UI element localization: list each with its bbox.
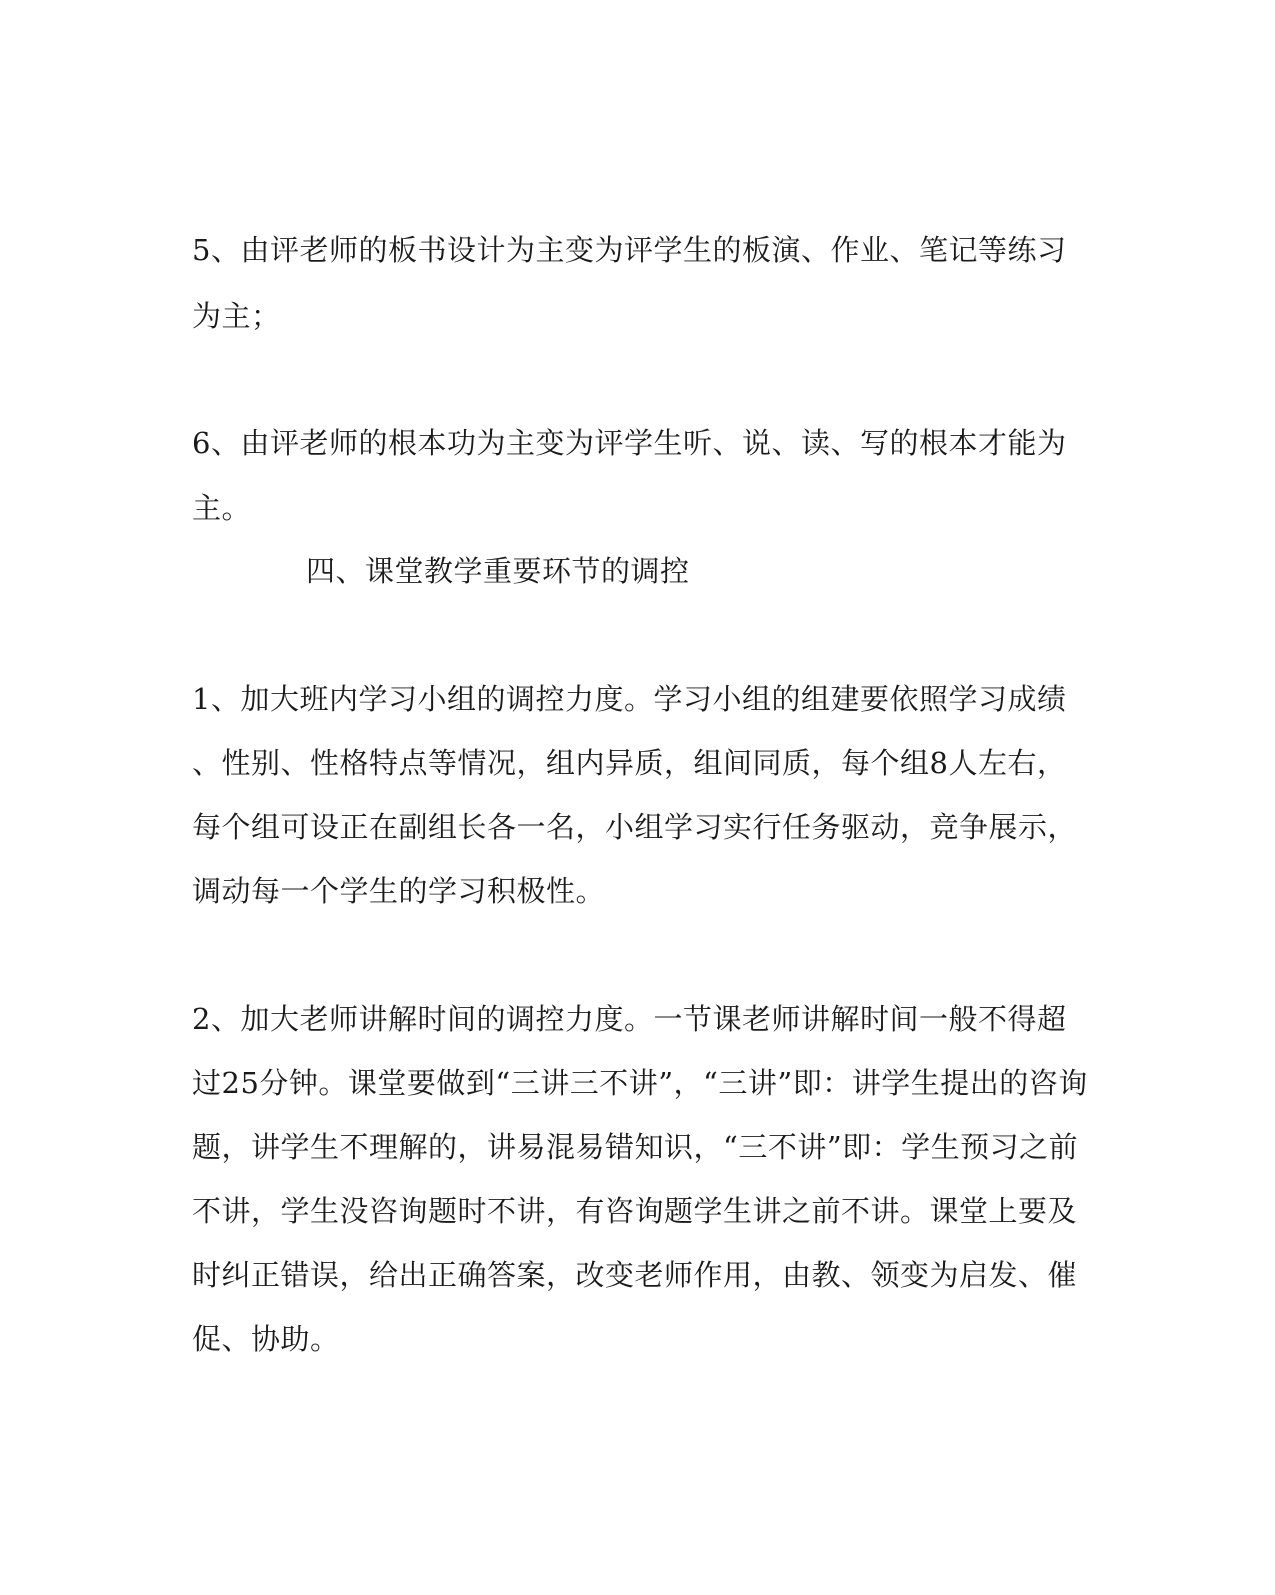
s4-item2-line1: 2、加大老师讲解时间的调控力度。一节课老师讲解时间一般不得超 — [192, 1002, 1067, 1036]
s4-item1-line2: 、性别、性格特点等情况，组内异质，组间同质，每个组8人左右， — [192, 746, 1067, 780]
section-heading: 四、课堂教学重要环节的调控 — [306, 554, 690, 588]
item6-line1: 6、由评老师的根本功为主变为评学生听、说、读、写的根本才能为 — [192, 426, 1067, 460]
item6-line2: 主。 — [192, 491, 252, 525]
s4-item1-line3: 每个组可设正在副组长各一名，小组学习实行任务驱动，竞争展示， — [192, 810, 1078, 844]
s4-item2-line3: 题，讲学生不理解的，讲易混易错知识，“三不讲”即：学生预习之前 — [192, 1130, 1079, 1164]
s4-item2-line5: 时纠正错误，给出正确答案，改变老师作用，由教、领变为启发、催 — [192, 1258, 1078, 1292]
item5-line2: 为主； — [192, 299, 281, 333]
item5-line1: 5、由评老师的板书设计为主变为评学生的板演、作业、笔记等练习 — [192, 233, 1067, 267]
s4-item2-line6: 促、协助。 — [192, 1322, 340, 1356]
s4-item1-line4: 调动每一个学生的学习积极性。 — [192, 874, 606, 908]
s4-item1-line1: 1、加大班内学习小组的调控力度。学习小组的组建要依照学习成绩 — [192, 682, 1067, 716]
s4-item2-line4: 不讲，学生没咨询题时不讲，有咨询题学生讲之前不讲。课堂上要及 — [192, 1194, 1078, 1228]
s4-item2-line2: 过25分钟。课堂要做到“三讲三不讲”，“三讲”即：讲学生提出的咨询 — [192, 1066, 1088, 1100]
